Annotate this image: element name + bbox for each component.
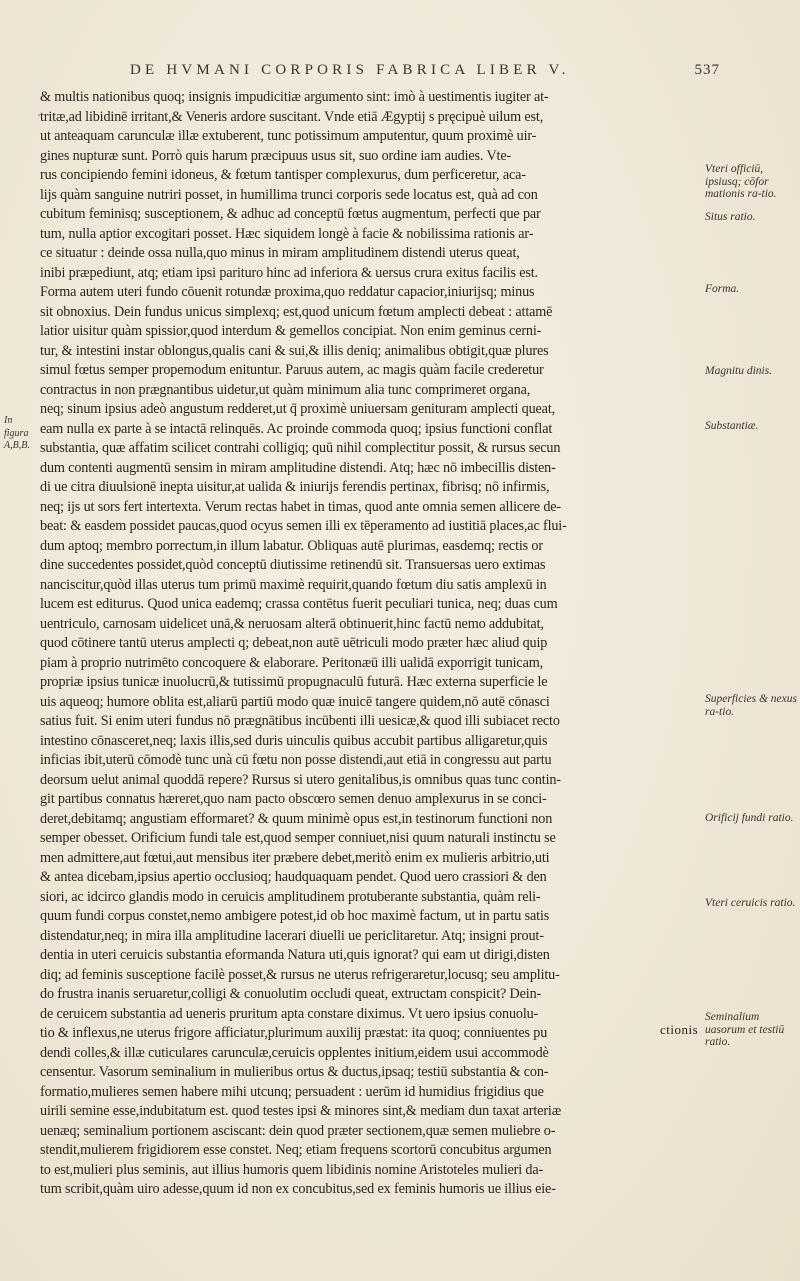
text-line: di ue citra diuulsionē inepta uisitur,at ualida & iniurijs ferendis pertinax, fibrisq; nō infirmis, xyxy=(40,479,550,495)
text-line: & antea dicebam,ipsius apertio occlusioq; haudquaquam pendet. Quod uero crassiori & den xyxy=(40,869,547,885)
margin-note-substantiae: Substantiæ. xyxy=(705,420,759,432)
margin-note-figure-ref: In figura A,B,B. xyxy=(4,415,30,451)
text-line: de ceruicem substantia ad ueneris pruritum apta constare diximus. Vt uero ipsius conuolu- xyxy=(40,1005,539,1022)
text-line: dendi colles,& illæ cuticulares carunculæ,ceruicis opplentes initium,eidem usui accommodè xyxy=(40,1044,549,1061)
text-line: uenæq; seminalium portionem asciscant: dein quod præter sectionem,quæ semen muliebre o- xyxy=(40,1122,556,1139)
text-line: sit obnoxius. Dein fundus unicus simplexq; est,quod unicum fœtum amplecti debeat : attamē xyxy=(40,303,553,320)
margin-note-seminalium: Seminalium uasorum et testiū ratio. xyxy=(705,1011,785,1048)
text-line: piam à proprio nutrimēto concoquere & elaborare. Peritonæū illi ualidā exporrigit tunicam, xyxy=(40,654,544,671)
text-line: formatio,mulieres semen habere mihi utcunq; persuadent : uerūm id humidius frigidius que xyxy=(40,1083,544,1100)
catchword: ctionis xyxy=(660,1022,699,1037)
text-line: propriæ ipsius tunicæ inuolucrū,& tutissimū propugnaculū futurā. Hæc externa superficie le xyxy=(40,674,548,690)
text-line: distendatur,neq; in mira illa amplitudine lacerari diuelli ue periclitaretur. Atq; insigni prout- xyxy=(40,927,544,944)
running-head xyxy=(130,62,720,84)
text-line: uirili semine esse,indubitatum est. quod testes ipsi & minores sint,& mediam dun taxat arteriæ xyxy=(40,1103,562,1119)
margin-tick-mark: ' xyxy=(38,112,40,124)
margin-note-magnitudinis: Magnitu dinis. xyxy=(705,365,773,377)
text-line: Forma autem uteri fundo cōuenit rotundæ proxima,quo reddatur capacior,iniurijsq; minus xyxy=(40,284,535,300)
text-line: cubitum feminisq; susceptionem, & adhuc ad conceptū fœtus augmentum, perfecti que par xyxy=(40,206,541,222)
text-line: gines nupturæ sunt. Porrò quis harum præcipuus usus sit, suo ordine iam audies. Vte- xyxy=(40,147,512,164)
text-line: ut anteaquam carunculæ illæ extuberent, tunc potissimum amputentur, quum proximè uir- xyxy=(40,128,537,144)
main-text-block xyxy=(40,88,700,1200)
margin-note-superficies: Superficies & nexus ra-tio. xyxy=(705,693,797,718)
margin-note-situs-ratio: Situs ratio. xyxy=(705,211,756,223)
running-head-title: DE HVMANI CORPORIS FABRICA LIBER V. xyxy=(130,62,570,78)
text-line: lijs quàm sanguine nutriri posset, in humillima trunci corporis sede locatus est, quà ad con xyxy=(40,186,538,203)
text-line: tur, & intestini instar oblongus,qualis cani & sui,& illis deniq; animalibus obtigit,quæ plures xyxy=(40,342,549,359)
text-line: dum aptoq; membro porrectum,in illum labatur. Obliquas autē plurimas, easdemq; rectis or xyxy=(40,537,543,554)
margin-note-forma: Forma. xyxy=(705,283,740,295)
text-line: deorsum uelut animal quoddā repere? Rursus si utero genitalibus,is omnibus quas tunc contin- xyxy=(40,771,561,788)
margin-note-orificij-fundi: Orificij fundi ratio. xyxy=(705,812,794,824)
margin-note-uteri-officium: Vteri officiū, ipsiusq; cōfor mationis ra-tio. xyxy=(705,163,777,200)
text-line: tum scribit,quàm uiro adesse,quum id non ex concubitus,sed ex feminis humoris ue illius eie- xyxy=(40,1181,556,1197)
page-number: 537 xyxy=(694,62,720,78)
text-line: censentur. Vasorum seminalium in mulieribus ortus & ductus,ipsaq; testiū substantia & con- xyxy=(40,1064,549,1080)
text-line: neq; sinum ipsius adeò angustum redderet,ut q̄ proximè uniuersam genituram amplecti queat, xyxy=(40,401,556,417)
text-line: stendit,mulierem frigidiorem esse constet. Neq; etiam frequens scortorū concubitus argumen xyxy=(40,1142,552,1158)
text-line: inficias ibit,uterū cōmodè tunc unà cū fœtu non posse distendi,aut etiā in congressu aut partu xyxy=(40,752,552,768)
text-line: beat: & easdem possidet paucas,quod ocyus semen illi ex tēperamento ad iustitiā places,ac flui- xyxy=(40,518,567,534)
text-line: ce situatur : deinde ossa nulla,quo minus in miram amplitudinem distendi uterus queat, xyxy=(40,245,520,261)
text-line: tum, nulla aptior excogitari posset. Hæc siquidem longè à facie & nobilissima rationis ar- xyxy=(40,225,534,242)
text-line: & multis nationibus quoq; insignis impudicitiæ argumento sint: imò à uestimentis iugiter at- xyxy=(40,89,549,105)
text-line: intestino cōnasceret,neq; laxis illis,sed duris uinculis quibus accubit partibus alligaretur,quis xyxy=(40,732,548,749)
text-line: deret,debitamq; angustiam efformaret? & quum minimè opus est,in testinorum functioni non xyxy=(40,810,553,827)
text-line: inibi præpediunt, atq; etiam ipsi parituro hinc ad inferiora & uersus crura exitus facilis est. xyxy=(40,264,538,281)
text-line: neq; ijs ut sors fert intertexta. Verum rectas habet in timas, quod ante omnia semen allicere de- xyxy=(40,498,561,515)
text-line: tritæ,ad libidinē irritant,& Veneris ardore suscitant. Vnde etiā Ægyptij s pręcipuè uilum est, xyxy=(40,108,544,125)
text-line: nanciscitur,quòd illas uterus tum primū maximè requirit,quando fœtum diu satis amplexū in xyxy=(40,576,547,593)
text-line: simul fœtus semper propemodum enituntur. Paruus autem, ac magis quàm facile crederetur xyxy=(40,362,544,378)
text-line: quod cōtinere tantū uterus amplecti q; debeat,non autē uētriculi modo præter hæc aliud quip xyxy=(40,635,548,651)
text-line: rus concipiendo femini idoneus, & fœtum tantisper complexurus, dum perficeretur, aca- xyxy=(40,167,526,183)
text-line: quum fundi corpus constet,nemo ambigere potest,id ob hoc maximè factum, ut in partu satis xyxy=(40,908,550,924)
text-line: uis aqueoq; humore oblita est,aliarū partiū modo quæ inuicē tangere quidem,nō autē cōnasci xyxy=(40,693,550,710)
text-line: men admittere,aut fœtui,aut mensibus iter præbere debet,meritò enim ex mulieris arbitrio,uti xyxy=(40,849,550,866)
text-line: contractus in non prægnantibus uidetur,ut quàm minimum alia tunc comprimeret organa, xyxy=(40,381,531,398)
text-line: do frustra inanis seruaretur,colligi & conuolutim occludi queat, extructam conspicit? Dein- xyxy=(40,986,542,1002)
text-line: dine succedentes possidet,quòd conceptū diutissime retinendū sit. Transuersas uero extimas xyxy=(40,557,546,573)
text-line: diq; ad feminis susceptione facilè posset,& rursus ne uterus refrigeraretur,locusq; seu amplitu- xyxy=(40,966,560,983)
text-line: git partibus connatus hæreret,quo nam pacto obscœro semen denuo amplexurus in se conci- xyxy=(40,791,547,807)
text-line: dentia in uteri ceruicis substantia eformanda Natura uti,quis ignorat? qui eam ut dirigi,disten xyxy=(40,947,550,963)
text-line: to est,mulieri plus seminis, aut illius humoris quem libidinis nomine Aristoteles mulieri da- xyxy=(40,1161,544,1178)
text-line: uentriculo, carnosam uidelicet unā,& neruosam alterā obtinuerit,hinc factū nemo addubitat, xyxy=(40,615,544,632)
text-line: siori, ac idcirco glandis modo in ceruicis amplitudinem protuberante substantia, quàm reli- xyxy=(40,888,541,905)
text-line: latior uisitur quàm spissior,quod interdum & gemellos concipiat. Non enim geminus cerni- xyxy=(40,323,542,339)
text-line: eam nulla ex parte à se intactā relinquēs. Ac proinde commoda quoq; ipsius functioni conflat xyxy=(40,420,553,437)
text-line: tio & inflexus,ne uterus frigore afficiatur,plurimum auxilij præstat: ita quoq; conniuentes pu xyxy=(40,1025,548,1041)
text-line: dum contenti augmentū sensim in miram amplitudine distendi. Atq; hæc nō imbecillis disten- xyxy=(40,459,556,476)
margin-note-uteri-ceruicis: Vteri ceruicis ratio. xyxy=(705,897,796,909)
text-line: lucem est editurus. Quod unica eademq; crassa contētus fuerit peculiari tunica, neq; duas cum xyxy=(40,596,558,612)
text-line: satius fuit. Si enim uteri fundus nō prægnātibus incūbenti illi uesicæ,& quod illi subiacet recto xyxy=(40,713,560,729)
text-line: substantia, quæ affatim scilicet contrahi colligiq; quū nihil complectitur possit, & rursus secun xyxy=(40,440,561,456)
text-line: semper obesset. Orificium fundi tale est,quod semper conniuet,nisi quum naturali instinctu se xyxy=(40,830,556,846)
